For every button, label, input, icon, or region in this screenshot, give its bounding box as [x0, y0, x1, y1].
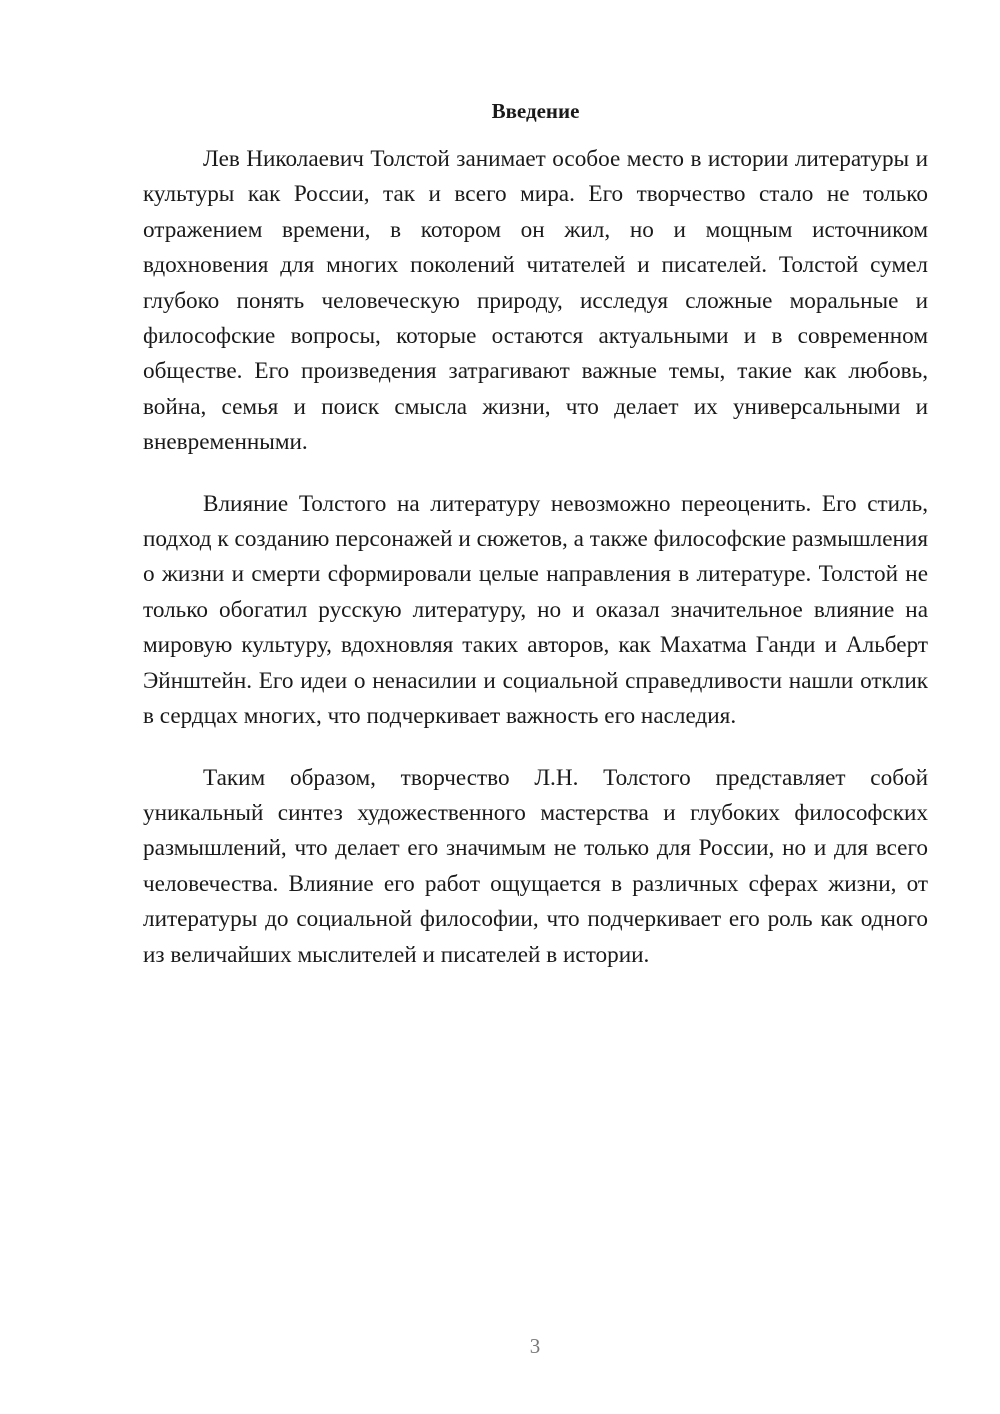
paragraph-2: Влияние Толстого на литературу невозможно переоценить. Его стиль, подход к созданию персонажей и сюжетов, а также философские размышления о жизни и смерти сформировали целые направления в литературе. Толстой не только обогатил русскую литературу, но и оказал значительное влияние на мировую культуру, вдохновляя таких авторов, как Махатма Ганди и Альберт Эйнштейн. Его идеи о ненасилии и социальной справедливости нашли отклик в сердцах многих, что подчеркивает важность его наследия. — [143, 490, 928, 730]
section-heading: Введение — [491, 99, 580, 123]
paragraph-3: Таким образом, творчество Л.Н. Толстого представляет собой уникальный синтез художественного мастерства и глубоких философских размышлений, что делает его значимым не только для России, но и для всего человечества. Влияние его работ ощущается в различных сферах жизни, от литературы до социальной философии, что подчеркивает его роль как одного из величайших мыслителей и писателей в истории. — [143, 764, 928, 968]
paragraph-1: Лев Николаевич Толстой занимает особое место в истории литературы и культуры как России, так и всего мира. Его творчество стало не только отражением времени, в котором он жил, но и мощным источником вдохновения для многих поколений читателей и писателей. Толстой сумел глубоко понять человеческую природу, исследуя сложные моральные и философские вопросы, которые остаются актуальными и в современном обществе. Его произведения затрагивают важные темы, такие как любовь, война, семья и поиск смысла жизни, что делает их универсальными и вневременными. — [143, 146, 928, 456]
body-text — [143, 142, 928, 999]
page-number: 3 — [529, 1334, 541, 1358]
